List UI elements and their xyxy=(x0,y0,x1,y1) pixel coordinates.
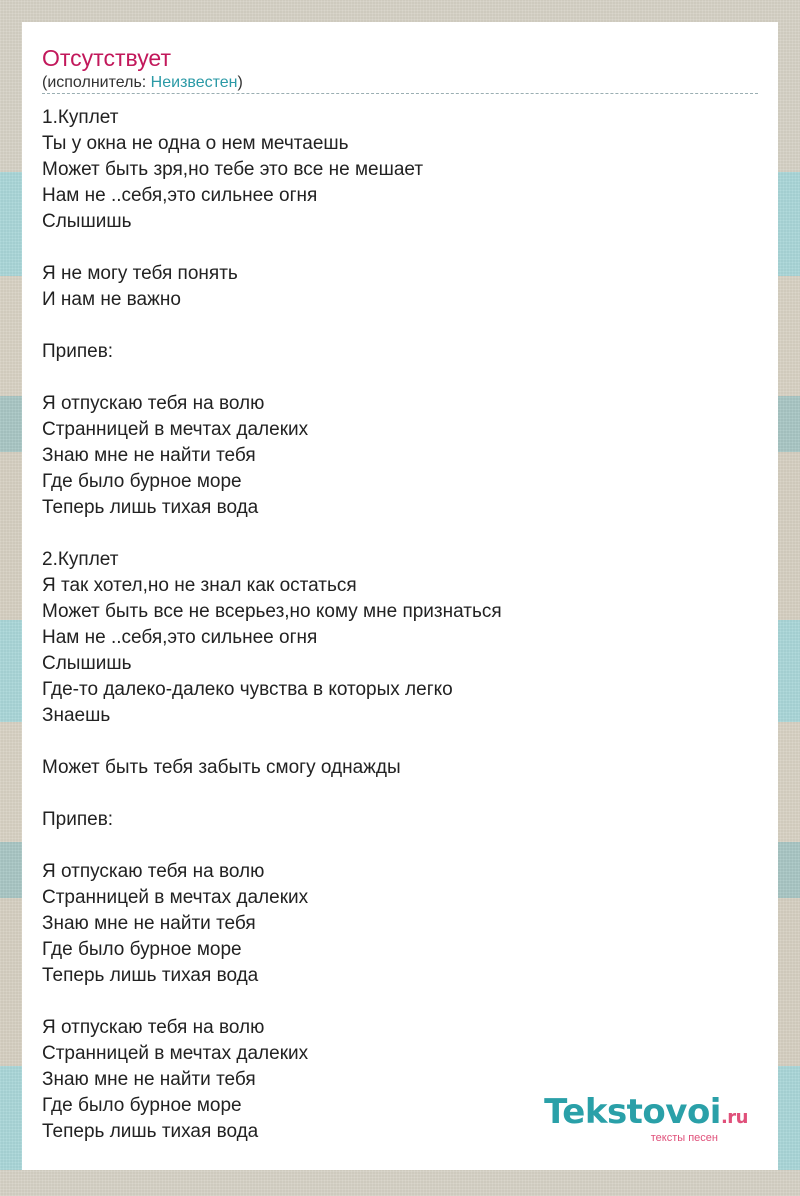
lyric-line: Припев: xyxy=(42,341,114,362)
lyric-line: Нам не ..себя,это сильнее огня xyxy=(42,627,318,648)
lyric-line: Где было бурное море xyxy=(42,471,242,492)
lyric-line: Слышишь xyxy=(42,653,132,674)
song-title: Отсутствует xyxy=(42,45,171,71)
artist-suffix: ) xyxy=(237,74,243,91)
lyric-line: Знаю мне не найти тебя xyxy=(42,1069,256,1090)
lyric-line xyxy=(42,365,762,391)
lyric-line: Может быть зря,но тебе это все не мешает xyxy=(42,159,424,180)
lyric-line: Где-то далеко-далеко чувства в которых легко xyxy=(42,679,453,700)
lyric-line: Знаю мне не найти тебя xyxy=(42,445,256,466)
lyrics-card xyxy=(22,22,778,1170)
lyric-line xyxy=(42,833,762,859)
artist-line xyxy=(42,73,243,93)
logo-tagline: тексты песен xyxy=(650,1132,718,1144)
lyric-line: Я не могу тебя понять xyxy=(42,263,238,284)
lyric-line xyxy=(42,729,762,755)
lyric-line: Слышишь xyxy=(42,211,132,232)
logo-name: Tekstovoi xyxy=(544,1092,721,1132)
header-divider xyxy=(42,93,758,94)
lyric-line xyxy=(42,313,762,339)
lyric-line: Где было бурное море xyxy=(42,939,242,960)
lyric-line: Я так хотел,но не знал как остаться xyxy=(42,575,357,596)
lyric-line: Я отпускаю тебя на волю xyxy=(42,393,265,414)
lyric-line: И нам не важно xyxy=(42,289,181,310)
lyrics-body xyxy=(42,105,762,1145)
lyric-line: Нам не ..себя,это сильнее огня xyxy=(42,185,318,206)
lyric-line: 1.Куплет xyxy=(42,107,119,128)
logo-wordmark xyxy=(544,1094,748,1136)
lyric-line: 2.Куплет xyxy=(42,549,119,570)
lyric-line: Ты у окна не одна о нем мечтаешь xyxy=(42,133,349,154)
lyric-line: Знаешь xyxy=(42,705,111,726)
lyric-line: Теперь лишь тихая вода xyxy=(42,497,259,518)
lyric-line: Может быть тебя забыть смогу однажды xyxy=(42,757,401,778)
site-logo[interactable] xyxy=(544,1094,748,1144)
lyric-line xyxy=(42,781,762,807)
lyric-line xyxy=(42,989,762,1015)
artist-link[interactable]: Неизвестен xyxy=(150,74,238,91)
lyric-line: Странницей в мечтах далеких xyxy=(42,1043,309,1064)
lyric-line: Странницей в мечтах далеких xyxy=(42,887,309,908)
lyric-line: Припев: xyxy=(42,809,114,830)
lyric-line: Странницей в мечтах далеких xyxy=(42,419,309,440)
lyric-line: Где было бурное море xyxy=(42,1095,242,1116)
logo-tld: .ru xyxy=(720,1107,748,1128)
lyric-line: Теперь лишь тихая вода xyxy=(42,1121,259,1142)
lyric-line xyxy=(42,235,762,261)
artist-prefix: (исполнитель: xyxy=(42,74,151,91)
lyric-line xyxy=(42,521,762,547)
lyric-line: Я отпускаю тебя на волю xyxy=(42,861,265,882)
lyric-line: Может быть все не всерьез,но кому мне признаться xyxy=(42,601,502,622)
lyric-line: Теперь лишь тихая вода xyxy=(42,965,259,986)
lyric-line: Знаю мне не найти тебя xyxy=(42,913,256,934)
lyric-line: Я отпускаю тебя на волю xyxy=(42,1017,265,1038)
